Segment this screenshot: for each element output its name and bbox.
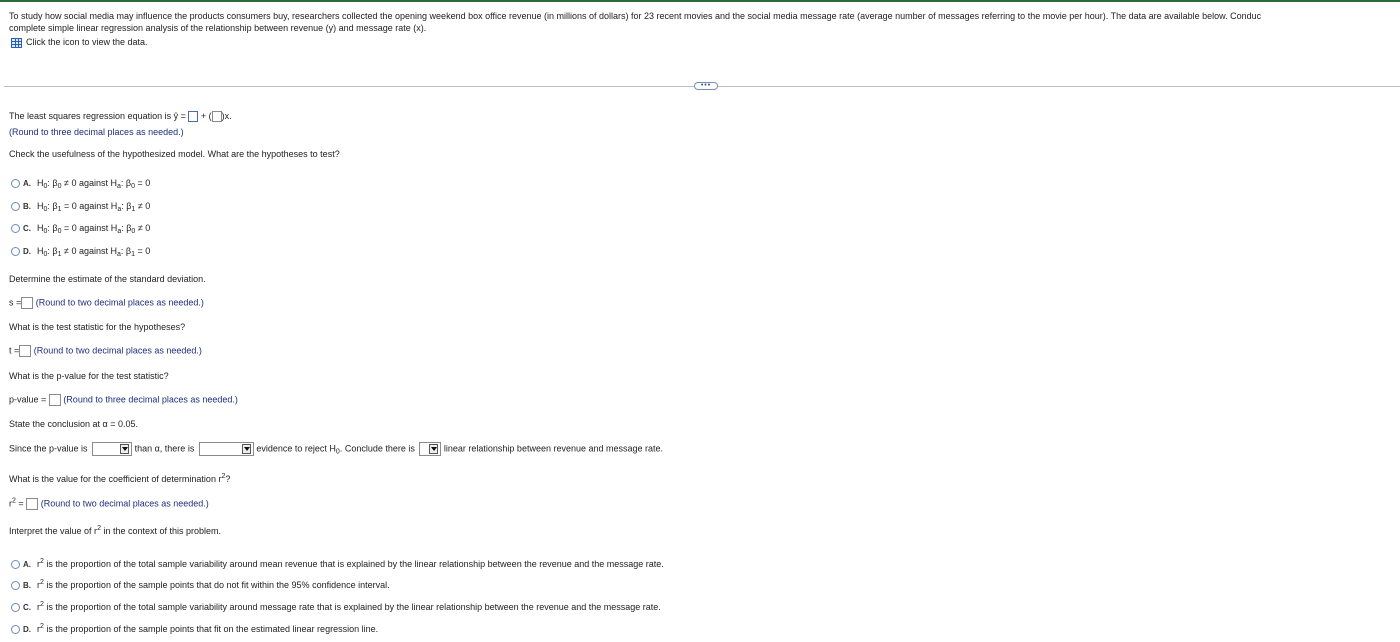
t-statistic-input[interactable] [19, 345, 31, 357]
p-value-input[interactable] [49, 394, 61, 406]
interp-option-a[interactable]: A. $r^2$ is the proportion of the total sample variability around mean revenue that is explained by the linear relationship between the revenue and the message rate. [11, 559, 664, 569]
radio-button[interactable] [11, 179, 20, 188]
interp-option-c[interactable]: C. $r^2$ is the proportion of the total sample variability around message rate that is explained by the linear relationship between the revenue and the message rate. [11, 602, 661, 612]
radio-button[interactable] [11, 560, 20, 569]
top-accent-line [0, 0, 1400, 2]
interp-option-d[interactable]: D. $r^2$ is the proportion of the sample points that fit on the estimated linear regression line. [11, 624, 378, 634]
r2-row: $r^2$ = (Round to two decimal places as needed.) [9, 497, 209, 509]
r2-question: What is the value for the coefficient of determination $r^2$? [9, 473, 231, 484]
pv-row: p-value = (Round to three decimal places as needed.) [9, 394, 238, 405]
hyp-option-a[interactable]: A. $H_0$: $\beta_0 \ne 0$ against $H_a$: $\beta_0 = 0$ [11, 178, 150, 188]
radio-button[interactable] [11, 224, 20, 233]
ts-row: t = (Round to two decimal places as needed.) [9, 345, 202, 356]
ts-question: What is the test statistic for the hypotheses? [9, 322, 186, 332]
sd-question: Determine the estimate of the standard deviation. [9, 274, 206, 284]
intro-line-1: To study how social media may influence the products consumers buy, researchers collected the opening weekend box office revenue (in millions of dollars) for 23 recent movies and the social media message rate (average number of messages referring to the movie per hour). The data are available below. Conduc [9, 11, 1262, 21]
comparison-dropdown[interactable] [92, 442, 132, 456]
hypotheses-question: Check the usefulness of the hypothesized model. What are the hypotheses to test? [9, 149, 340, 159]
expand-toggle-button[interactable]: ••• [694, 82, 718, 90]
slope-input[interactable] [212, 111, 222, 122]
regression-equation-row: The least squares regression equation is ŷ = + ( )x. [9, 111, 232, 121]
r-squared-input[interactable] [26, 498, 38, 510]
interp-option-b[interactable]: B. $r^2$ is the proportion of the sample points that do not fit within the 95% confidence interval. [11, 580, 390, 590]
relationship-dropdown[interactable] [419, 442, 441, 456]
chevron-down-icon[interactable] [429, 444, 438, 454]
radio-button[interactable] [11, 247, 20, 256]
conclusion-row: Since the p-value is than α, there is evidence to reject $H_0$. Conclude there is linear relationship between revenue and message rate. [9, 443, 664, 456]
hyp-option-d[interactable]: D. $H_0$: $\beta_1 \ne 0$ against $H_a$: $\beta_1 = 0$ [11, 246, 150, 256]
hyp-option-c[interactable]: C. $H_0$: $\beta_0 = 0$ against $H_a$: $\beta_0 \ne 0$ [11, 223, 150, 233]
data-table-icon[interactable] [11, 38, 22, 48]
hyp-option-b[interactable]: B. $H_0$: $\beta_1 = 0$ against $H_a$: $\beta_1 \ne 0$ [11, 201, 150, 211]
regression-hint: (Round to three decimal places as needed.) [9, 127, 184, 137]
pv-question: What is the p-value for the test statistic? [9, 371, 169, 381]
view-data-link[interactable]: Click the icon to view the data. [11, 37, 148, 48]
conclusion-question: State the conclusion at α = 0.05. [9, 419, 139, 429]
chevron-down-icon[interactable] [242, 444, 251, 454]
sd-row: s = (Round to two decimal places as needed.) [9, 297, 204, 308]
radio-button[interactable] [11, 202, 20, 211]
chevron-down-icon[interactable] [120, 444, 129, 454]
radio-button[interactable] [11, 581, 20, 590]
sd-input[interactable] [21, 297, 33, 309]
interpret-question: Interpret the value of $r^2$ in the context of this problem. [9, 525, 222, 536]
radio-button[interactable] [11, 603, 20, 612]
intro-line-2: complete simple linear regression analysis of the relationship between revenue (y) and message rate (x). [9, 23, 427, 33]
radio-button[interactable] [11, 625, 20, 634]
evidence-dropdown[interactable] [199, 442, 254, 456]
intercept-input[interactable] [188, 111, 198, 122]
